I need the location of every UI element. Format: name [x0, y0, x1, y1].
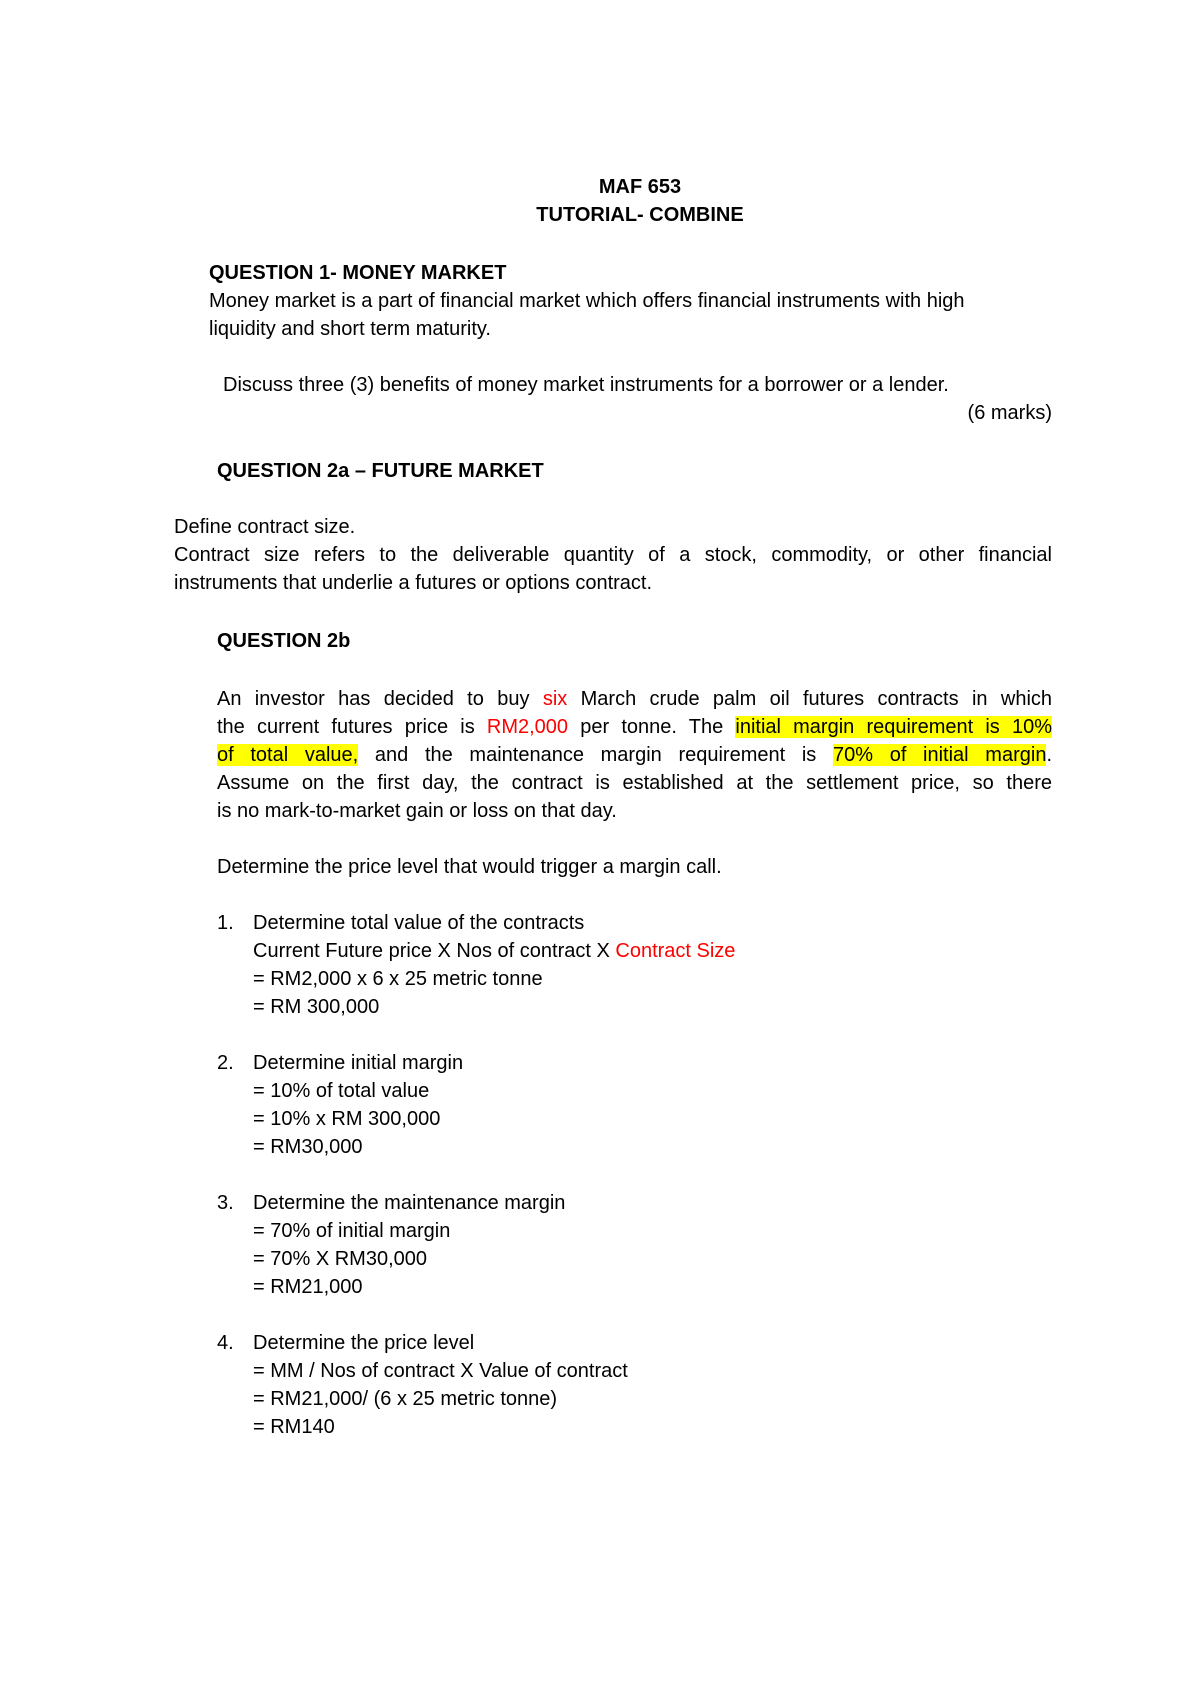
q1-text-line1: Money market is a part of financial market which offers financial instruments with high — [209, 290, 965, 312]
q2b-line2-text-a: the current futures price is — [217, 716, 475, 738]
step-4-line1: = MM / Nos of contract X Value of contract — [253, 1360, 628, 1382]
q2b-contract-count: six — [542, 688, 568, 710]
q2b-line3-period: . — [1046, 744, 1053, 766]
step-1-number: 1. — [217, 912, 234, 934]
step-3-line3: = RM21,000 — [253, 1276, 363, 1298]
step-3-title-row — [217, 1189, 565, 1217]
step-2-title: Determine initial margin — [253, 1052, 464, 1074]
q2b-maintenance-highlight: 70% of initial margin — [832, 744, 1047, 766]
q1-heading: QUESTION 1- MONEY MARKET — [209, 262, 507, 284]
step-2-title-row — [217, 1049, 463, 1077]
step-3-title: Determine the maintenance margin — [253, 1192, 566, 1214]
step-4-line2: = RM21,000/ (6 x 25 metric tonne) — [253, 1388, 558, 1410]
step-4-title: Determine the price level — [253, 1332, 475, 1354]
step-2-line1: = 10% of total value — [253, 1080, 430, 1102]
q2a-heading: QUESTION 2a – FUTURE MARKET — [217, 460, 544, 482]
q2b-line1-text-a: An investor has decided to buy — [217, 688, 530, 710]
step-4-line3: = RM140 — [253, 1416, 335, 1438]
q1-task: Discuss three (3) benefits of money market instruments for a borrower or a lender. — [223, 374, 949, 396]
q2a-prompt: Define contract size. — [174, 516, 356, 538]
document-subtitle: TUTORIAL- COMBINE — [536, 204, 744, 226]
q2b-para-line4: Assume on the first day, the contract is established at the settlement price, so there — [217, 772, 1052, 794]
step-1-formula-text: Current Future price X Nos of contract X — [253, 940, 616, 962]
step-2-line2: = 10% x RM 300,000 — [253, 1108, 441, 1130]
step-1-title-row — [217, 909, 584, 937]
q2b-para-line2 — [217, 713, 1052, 741]
step-1-contract-size: Contract Size — [615, 940, 736, 962]
step-4-number: 4. — [217, 1332, 234, 1354]
q1-marks: (6 marks) — [967, 402, 1052, 424]
step-3-line1: = 70% of initial margin — [253, 1220, 451, 1242]
q2b-line2-text-b: per tonne. The — [580, 716, 724, 738]
step-2-line3: = RM30,000 — [253, 1136, 363, 1158]
q2b-line3-text-a: and the maintenance margin requirement is — [374, 744, 817, 766]
step-4-title-row — [217, 1329, 474, 1357]
step-3-number: 3. — [217, 1192, 234, 1214]
step-1-title: Determine total value of the contracts — [253, 912, 585, 934]
step-3-line2: = 70% X RM30,000 — [253, 1248, 427, 1270]
q2b-line1-text-b: March crude palm oil futures contracts in which — [580, 688, 1053, 710]
step-1-line2: = RM2,000 x 6 x 25 metric tonne — [253, 968, 543, 990]
step-2-number: 2. — [217, 1052, 234, 1074]
q2b-futures-price: RM2,000 — [486, 716, 569, 738]
q2b-para-line1 — [217, 685, 1052, 713]
q2a-answer-line1: Contract size refers to the deliverable quantity of a stock, commodity, or other financial — [174, 544, 1052, 566]
course-code: MAF 653 — [598, 176, 682, 198]
q2b-initial-margin-highlight: initial margin requirement is 10% — [735, 716, 1052, 738]
q1-text-line2: liquidity and short term maturity. — [209, 318, 491, 340]
step-1-line1 — [253, 937, 735, 965]
step-1-line3: = RM 300,000 — [253, 996, 380, 1018]
q2b-para-line3 — [217, 741, 1052, 769]
q2b-para-line5: is no mark-to-market gain or loss on that day. — [217, 800, 617, 822]
q2b-total-value-highlight: of total value, — [217, 744, 359, 766]
q2b-task: Determine the price level that would trigger a margin call. — [217, 856, 722, 878]
q2b-heading: QUESTION 2b — [217, 630, 351, 652]
q2a-answer-line2: instruments that underlie a futures or options contract. — [174, 572, 653, 594]
